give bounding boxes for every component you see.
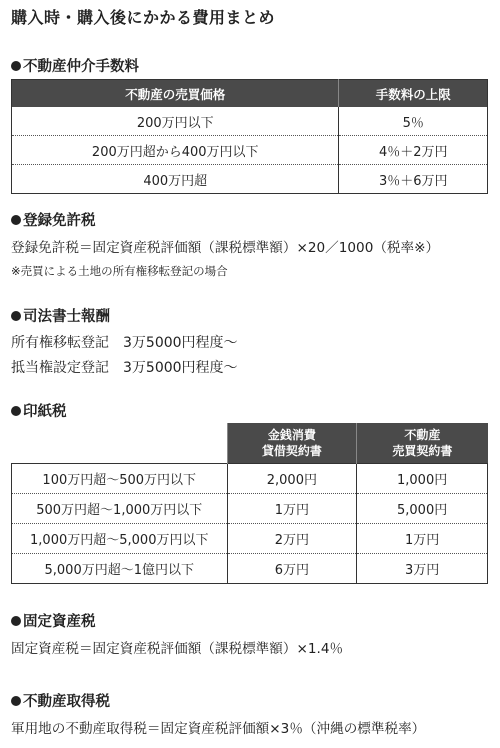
brokerage-fee-table (11, 79, 488, 194)
bullet-icon (11, 406, 21, 416)
bullet-icon (11, 215, 21, 225)
empty-header-cell (12, 423, 228, 464)
table-header-row (12, 80, 488, 108)
table-cell: 5％ (339, 107, 488, 136)
bullet-icon (11, 616, 21, 626)
table-row (12, 165, 488, 194)
table-cell: 3％＋6万円 (378, 173, 448, 189)
table-row (12, 524, 488, 554)
table-cell: 1,000円 (357, 464, 488, 494)
registration-note: ※売買による土地の所有権移転登記の場合 (11, 264, 228, 278)
table-cell: 4％＋2万円 (339, 136, 488, 165)
table-cell: 2万円 (227, 524, 357, 554)
table-header-row (12, 423, 488, 464)
column-header (357, 423, 488, 464)
section-heading-brokerage (11, 55, 139, 76)
section-heading-scrivener (11, 305, 110, 326)
table-cell: 5,000円 (357, 494, 488, 524)
table-row (12, 136, 488, 165)
section-heading-registration (11, 209, 96, 230)
scrivener-line: 抵当権設定登記 3万5000円程度〜 (11, 360, 238, 376)
section-heading-stamp (11, 400, 67, 421)
table-row (12, 494, 488, 524)
column-header: 手数料の上限 (339, 80, 488, 108)
table-cell: 1万円 (357, 524, 488, 554)
page-title: 購入時・購入後にかかる費用まとめ (11, 8, 276, 27)
section-title: 不動産取得税 (23, 694, 110, 710)
table-cell: 1万円 (227, 494, 357, 524)
section-title: 固定資産税 (23, 614, 96, 630)
column-header-line: 不動産 (404, 428, 441, 442)
section-title: 司法書士報酬 (23, 309, 110, 325)
acquisition-tax-formula: 軍用地の不動産取得税＝固定資産税評価額×3％（沖縄の標準税率） (11, 721, 426, 737)
table-cell: 400万円超 (12, 165, 339, 194)
table-cell: 3万円 (357, 554, 488, 584)
column-header-line: 金銭消費 (267, 428, 316, 442)
section-heading-property-tax (11, 610, 96, 631)
registration-formula: 登録免許税＝固定資産税評価額（課税標準額）×20／1000（税率※） (11, 240, 440, 256)
table-cell: 2,000円 (227, 464, 357, 494)
section-title: 不動産仲介手数料 (23, 59, 139, 75)
table-cell: 200万円超から400万円以下 (12, 136, 339, 165)
table-row (12, 107, 488, 136)
section-title: 印紙税 (23, 404, 67, 420)
table-cell: 100万円超〜500万円以下 (12, 464, 228, 494)
bullet-icon (11, 61, 21, 71)
bullet-icon (11, 696, 21, 706)
stamp-tax-table (11, 423, 488, 584)
table-cell: 5,000万円超〜1億円以下 (12, 554, 228, 584)
table-cell: 500万円超〜1,000万円以下 (12, 494, 228, 524)
table-row (12, 554, 488, 584)
column-header-line: 売買契約書 (392, 444, 453, 458)
column-header-line: 貸借契約書 (261, 444, 322, 458)
bullet-icon (11, 311, 21, 321)
section-title: 登録免許税 (23, 213, 96, 229)
section-heading-acquisition-tax (11, 690, 110, 711)
scrivener-line: 所有権移転登記 3万5000円程度〜 (11, 335, 238, 351)
table-cell: 6万円 (227, 554, 357, 584)
column-header: 不動産の売買価格 (12, 80, 339, 108)
table-row (12, 464, 488, 494)
property-tax-formula: 固定資産税＝固定資産税評価額（課税標準額）×1.4％ (11, 641, 344, 657)
table-cell: 200万円以下 (12, 107, 339, 136)
table-cell: 1,000万円超〜5,000万円以下 (12, 524, 228, 554)
column-header (227, 423, 357, 464)
